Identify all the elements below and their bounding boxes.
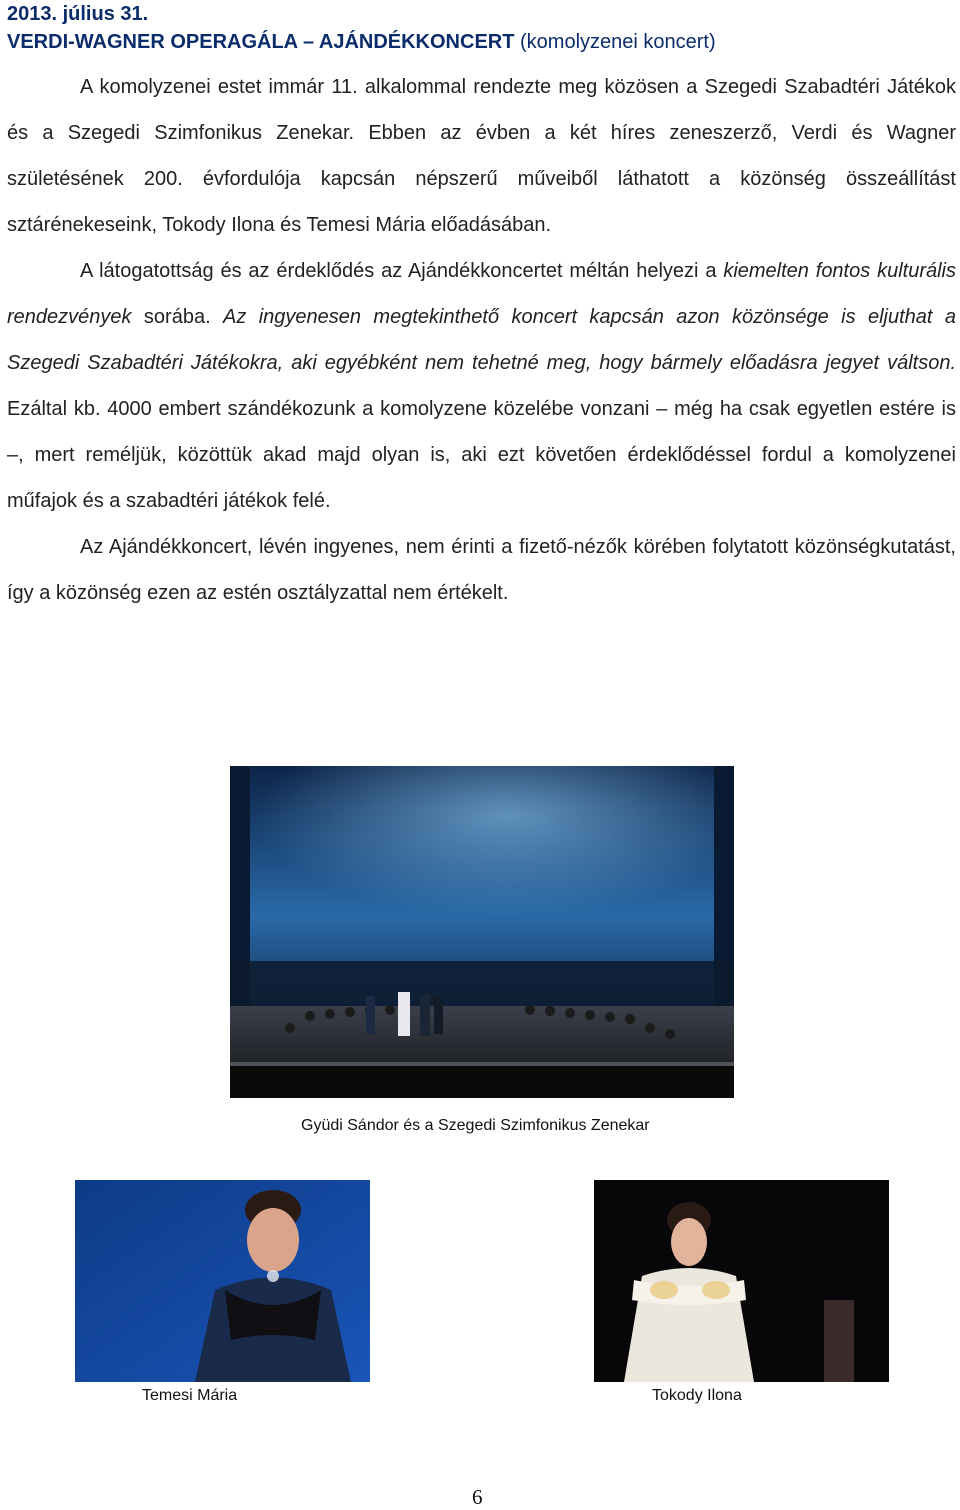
- p2-text-a: A látogatottság és az érdeklődés az Ajándékkoncertet méltán helyezi a: [80, 260, 724, 282]
- p2-text-e: Ezáltal kb. 4000 embert szándékozunk a komolyzene közelébe vonzani – még ha csak egyetlen estére is –, mert reméljük, közöttük akad majd olyan is, aki ezt követően érdeklődéssel fordul a komolyzenei műfajok és a szabadtéri játékok felé.: [7, 398, 956, 512]
- tokody-ilona-caption: Tokody Ilona: [652, 1387, 742, 1404]
- document-date: 2013. július 31.: [7, 3, 149, 25]
- article-body: [7, 64, 956, 616]
- title-subtitle: (komolyzenei koncert): [514, 31, 716, 53]
- temesi-maria-photo: [75, 1180, 370, 1382]
- concert-photo-image: [230, 766, 734, 1098]
- concert-photo-caption: Gyüdi Sándor és a Szegedi Szimfonikus Zenekar: [301, 1117, 650, 1134]
- tokody-ilona-image: [594, 1180, 889, 1382]
- page-number: 6: [472, 1485, 483, 1509]
- paragraph-3: Az Ajándékkoncert, lévén ingyenes, nem érinti a fizető-nézők körében folytatott közönségkutatást, így a közönség ezen az estén osztályzattal nem értékelt.: [7, 536, 956, 604]
- p2-text-c: sorába.: [131, 306, 224, 328]
- title-main: VERDI-WAGNER OPERAGÁLA – AJÁNDÉKKONCERT: [7, 31, 515, 53]
- paragraph-1: A komolyzenei estet immár 11. alkalommal rendezte meg közösen a Szegedi Szabadtéri Játékok és a Szegedi Szimfonikus Zenekar. Ebben az évben a két híres zeneszerző, Verdi és Wagner születésének 200. évfordulója kapcsán népszerű műveiből láthatott a közönség összeállítást sztárénekeseink, Tokody Ilona és Temesi Mária előadásában.: [7, 76, 956, 236]
- p2-italic-d: Az ingyenesen megtekinthető koncert kapcsán azon közönsége is eljuthat a Szegedi Szabadtéri Játékokra, aki egyébként nem tehetné meg, hogy bármely előadásra jegyet váltson.: [7, 306, 956, 374]
- temesi-maria-caption: Temesi Mária: [142, 1387, 238, 1404]
- paragraph-2: [7, 248, 956, 524]
- temesi-maria-image: [75, 1180, 370, 1382]
- p2-italic-b: kiemelten fontos kulturális rendezvények: [7, 260, 957, 328]
- tokody-ilona-photo: [594, 1180, 889, 1382]
- concert-photo: [230, 766, 734, 1098]
- document-title: [7, 31, 716, 54]
